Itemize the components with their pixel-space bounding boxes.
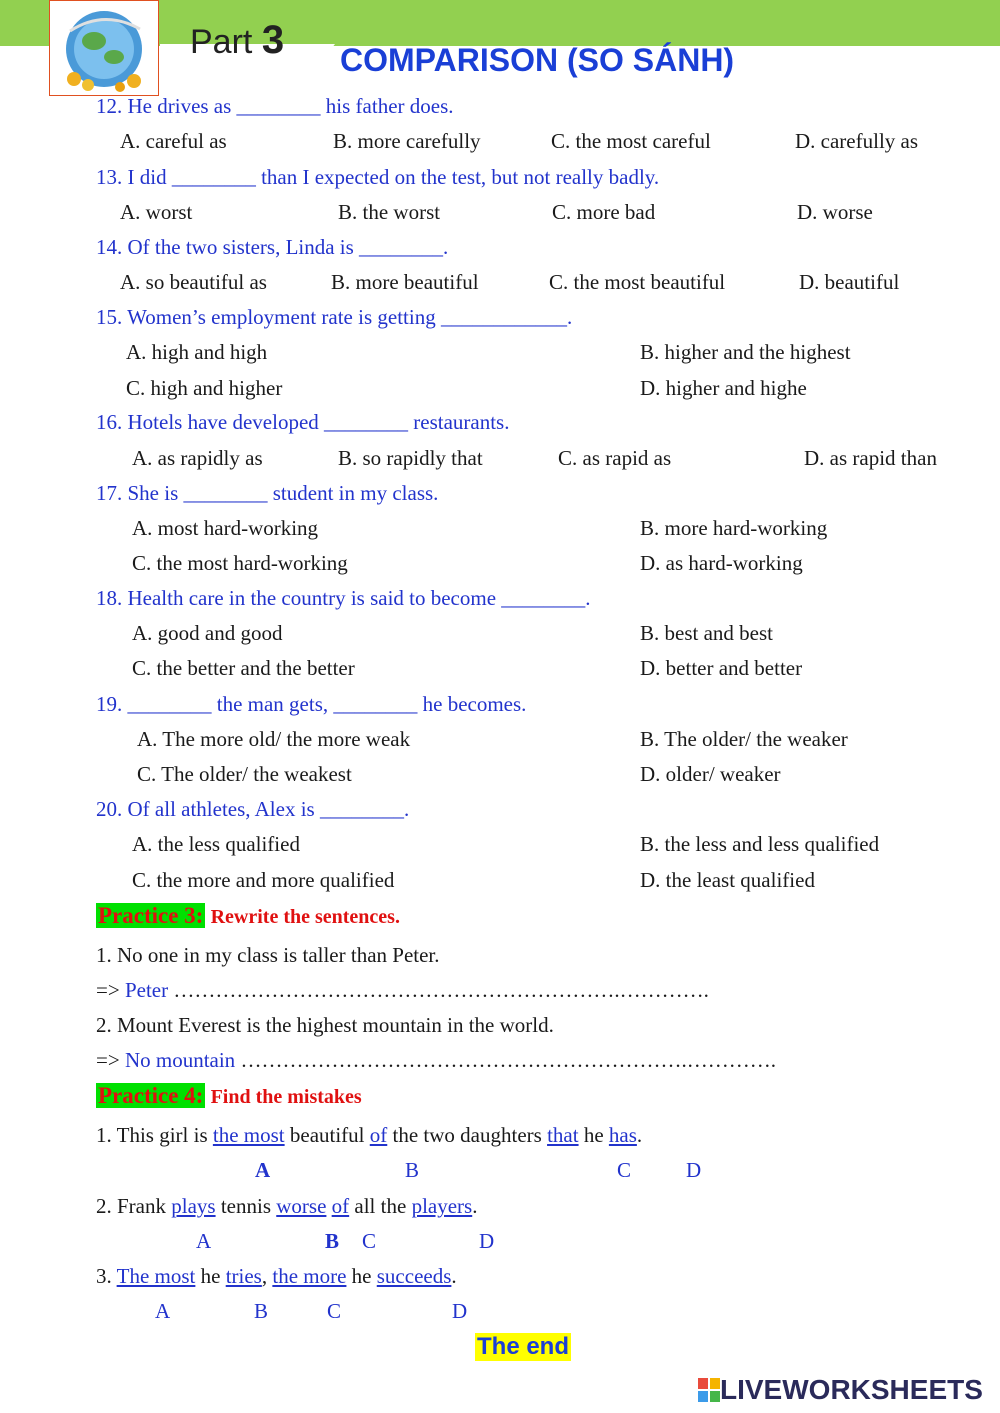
question-stem: 18. Health care in the country is said to become ________.	[96, 586, 591, 610]
answer-option[interactable]: D. carefully as	[795, 129, 919, 153]
answer-option[interactable]: C. The older/ the weakest	[137, 762, 352, 786]
option-letter[interactable]: D	[686, 1158, 702, 1182]
rewrite-sentence: 1. No one in my class is taller than Peter.	[96, 943, 440, 967]
question-stem: 14. Of the two sisters, Linda is ________.	[96, 235, 449, 259]
answer-option[interactable]: A. careful as	[120, 129, 227, 153]
underlined-part[interactable]: the most	[212, 1123, 285, 1147]
underlined-part[interactable]: players	[411, 1194, 473, 1218]
sentence-text: he	[346, 1264, 377, 1288]
practice4-tag: Practice 4:	[98, 1083, 204, 1108]
answer-option[interactable]: B. higher and the highest	[640, 340, 851, 364]
question-stem: 13. I did ________ than I expected on the test, but not really badly.	[96, 165, 660, 189]
answer-option[interactable]: B. best and best	[640, 621, 773, 645]
answer-option[interactable]: B. more beautiful	[331, 270, 479, 294]
practice4-heading	[96, 1083, 362, 1109]
arrow-marker: =>	[96, 978, 120, 1002]
practice3-tag: Practice 3:	[98, 903, 204, 928]
answer-option[interactable]: C. the more and more qualified	[132, 868, 395, 892]
question-stem: 19. ________ the man gets, ________ he becomes.	[96, 692, 527, 716]
sentence-text: tennis	[215, 1194, 277, 1218]
option-letter[interactable]: A	[196, 1229, 212, 1253]
mistake-sentence	[96, 1194, 477, 1219]
sentence-text: .	[451, 1264, 457, 1288]
mistake-sentence	[96, 1123, 642, 1148]
option-letter[interactable]: A	[255, 1158, 271, 1182]
option-letter[interactable]: C	[327, 1299, 342, 1323]
sentence-text: he	[195, 1264, 226, 1288]
underlined-part[interactable]: succeeds	[376, 1264, 452, 1288]
question-stem: 20. Of all athletes, Alex is ________.	[96, 797, 410, 821]
sentence-text: all the	[349, 1194, 412, 1218]
underlined-part[interactable]: of	[369, 1123, 388, 1147]
sentence-text: ,	[261, 1264, 273, 1288]
answer-option[interactable]: C. high and higher	[126, 376, 283, 400]
answer-option[interactable]: B. the less and less qualified	[640, 832, 880, 856]
answer-option[interactable]: C. the better and the better	[132, 656, 355, 680]
school-logo	[49, 0, 159, 96]
answer-option[interactable]: C. as rapid as	[558, 446, 672, 470]
answer-option[interactable]: A. high and high	[126, 340, 268, 364]
answer-option[interactable]: A. worst	[120, 200, 193, 224]
answer-option[interactable]: A. as rapidly as	[132, 446, 263, 470]
answer-option[interactable]: C. more bad	[552, 200, 656, 224]
underlined-part[interactable]: has	[608, 1123, 637, 1147]
sentence-text: he	[578, 1123, 609, 1147]
brand-text: LIVEWORKSHEETS	[720, 1374, 983, 1405]
answer-option[interactable]: D. worse	[797, 200, 873, 224]
part-word: Part	[190, 23, 253, 61]
answer-dots: ……………………………………………………….………….	[173, 978, 709, 1002]
answer-option[interactable]: A. most hard-working	[132, 516, 319, 540]
question-stem: 15. Women’s employment rate is getting ____________.	[96, 305, 573, 329]
sentence-text: 1. This girl is	[96, 1123, 213, 1147]
underlined-part[interactable]: tries	[225, 1264, 262, 1288]
answer-start: Peter	[124, 978, 169, 1002]
sentence-text: .	[472, 1194, 478, 1218]
option-letter[interactable]: B	[405, 1158, 420, 1182]
answer-option[interactable]: A. The more old/ the more weak	[137, 727, 411, 751]
sentence-text: 2. Frank	[96, 1194, 172, 1218]
option-letter[interactable]: B	[254, 1299, 269, 1323]
question-stem: 12. He drives as ________ his father does.	[96, 94, 454, 118]
part-number: 3	[261, 18, 285, 62]
answer-option[interactable]: A. the less qualified	[132, 832, 300, 856]
question-stem: 16. Hotels have developed ________ restaurants.	[96, 410, 510, 434]
answer-dots: ……………………………………………………….………….	[240, 1048, 776, 1072]
answer-option[interactable]: D. higher and highe	[640, 376, 807, 400]
rewrite-sentence: 2. Mount Everest is the highest mountain in the world.	[96, 1013, 554, 1037]
sentence-text: beautiful	[284, 1123, 370, 1147]
answer-option[interactable]: C. the most hard-working	[132, 551, 348, 575]
answer-option[interactable]: D. beautiful	[799, 270, 900, 294]
arrow-marker: =>	[96, 1048, 120, 1072]
option-letter[interactable]: D	[479, 1229, 495, 1253]
answer-option[interactable]: B. so rapidly that	[338, 446, 483, 470]
practice3-desc: Rewrite the sentences.	[210, 906, 400, 928]
answer-start: No mountain	[124, 1048, 236, 1072]
answer-option[interactable]: B. more carefully	[333, 129, 481, 153]
answer-option[interactable]: D. as rapid than	[804, 446, 937, 470]
answer-option[interactable]: B. more hard-working	[640, 516, 828, 540]
rewrite-answer-line[interactable]	[96, 978, 709, 1003]
mistake-sentence	[96, 1264, 457, 1289]
answer-option[interactable]: C. the most careful	[551, 129, 711, 153]
practice4-desc: Find the mistakes	[210, 1086, 362, 1108]
question-stem: 17. She is ________ student in my class.	[96, 481, 439, 505]
underlined-part[interactable]: plays	[171, 1194, 216, 1218]
answer-option[interactable]: B. The older/ the weaker	[640, 727, 848, 751]
page-title: COMPARISON (SO SÁNH)	[340, 42, 735, 78]
answer-option[interactable]: A. good and good	[132, 621, 283, 645]
answer-option[interactable]: B. the worst	[338, 200, 441, 224]
sentence-text: .	[636, 1123, 643, 1147]
option-letter[interactable]: A	[155, 1299, 171, 1323]
practice3-heading	[96, 903, 400, 929]
underlined-part[interactable]: that	[547, 1123, 579, 1147]
sentence-text: 3.	[96, 1264, 117, 1288]
globe-logo-icon	[50, 1, 158, 95]
answer-option[interactable]: D. older/ weaker	[640, 762, 781, 786]
underlined-part[interactable]: of	[331, 1194, 350, 1218]
the-end-label: The end	[477, 1333, 570, 1360]
option-letter[interactable]: C	[617, 1158, 632, 1182]
answer-option[interactable]: D. the least qualified	[640, 868, 815, 892]
option-letter[interactable]: C	[362, 1229, 377, 1253]
option-letter[interactable]: D	[452, 1299, 468, 1323]
rewrite-answer-line[interactable]	[96, 1048, 776, 1073]
underlined-part[interactable]: the more	[272, 1264, 347, 1288]
underlined-part[interactable]: worse	[276, 1194, 327, 1218]
sentence-text: the two daughters	[387, 1123, 548, 1147]
answer-option[interactable]: D. as hard-working	[640, 551, 803, 575]
liveworksheets-logo-icon	[698, 1378, 720, 1402]
answer-option[interactable]: C. the most beautiful	[549, 270, 726, 294]
liveworksheets-brand	[698, 1374, 983, 1406]
underlined-part[interactable]: The most	[116, 1264, 196, 1288]
part-label	[190, 18, 284, 63]
answer-option[interactable]: D. better and better	[640, 656, 803, 680]
answer-option[interactable]: A. so beautiful as	[120, 270, 267, 294]
option-letter[interactable]: B	[325, 1229, 340, 1253]
